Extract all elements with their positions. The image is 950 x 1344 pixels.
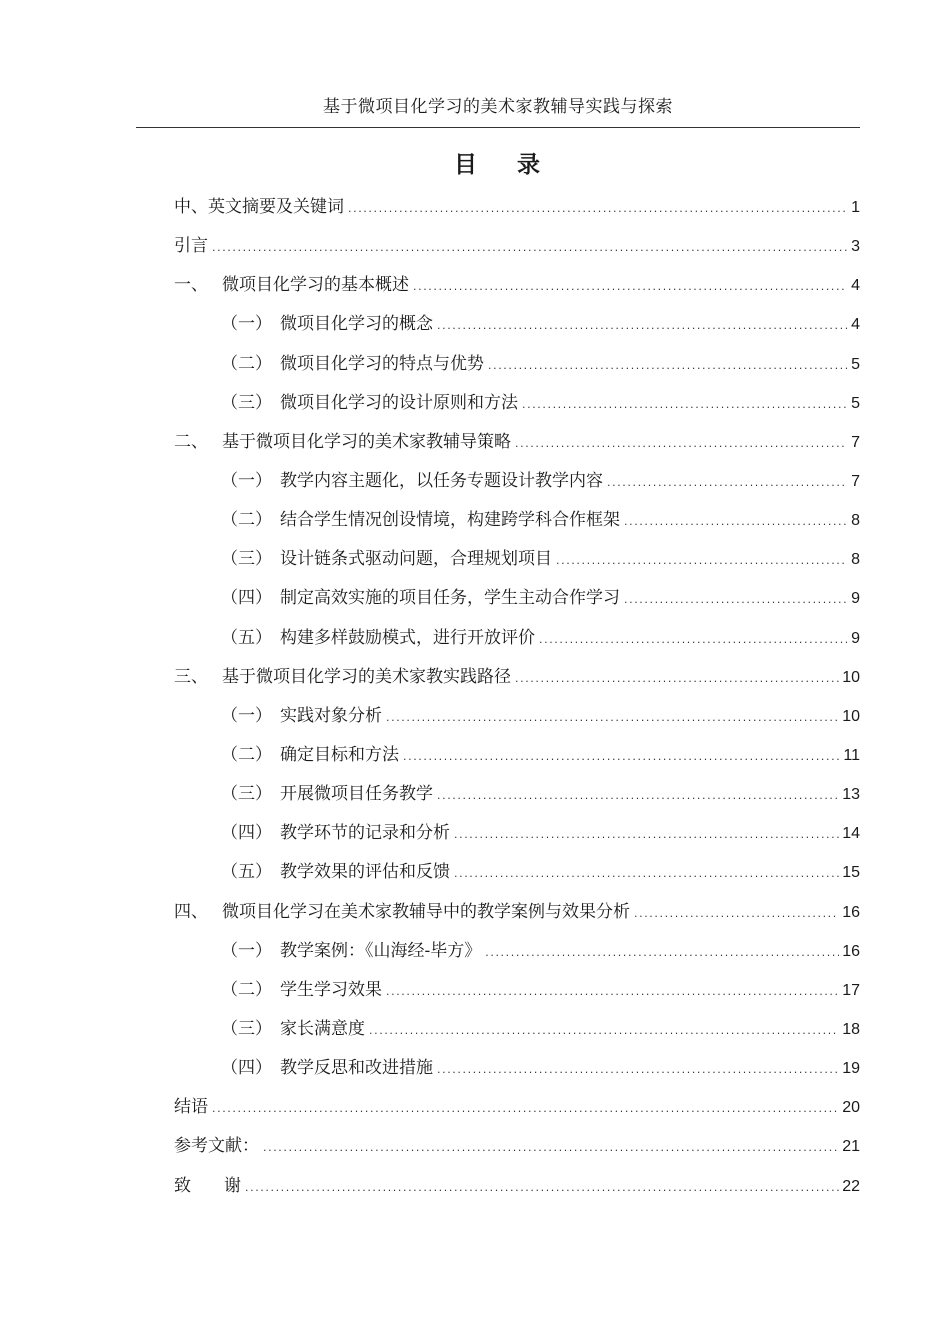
toc-page-number: 11 <box>843 746 860 764</box>
toc-page-number: 17 <box>842 981 860 999</box>
toc-page-number: 3 <box>851 238 860 256</box>
toc-entry-text-part-1: 致 <box>174 1175 191 1196</box>
dot-leader <box>624 515 847 528</box>
dot-leader <box>515 437 847 450</box>
toc-entry-text: 实践对象分析 <box>280 705 382 726</box>
toc-entry-1-2[interactable] <box>174 349 860 388</box>
toc-entry-number: （三） <box>221 1018 272 1039</box>
toc-entry-text: 微项目化学习的基本概述 <box>222 275 409 296</box>
toc-page-number: 19 <box>842 1060 860 1078</box>
toc-entry-text: 教学反思和改进措施 <box>280 1058 433 1079</box>
toc-page-number: 9 <box>851 629 860 647</box>
toc-entry-number: （一） <box>221 940 272 961</box>
toc-entry-number: （二） <box>221 353 272 374</box>
dot-leader <box>522 398 847 411</box>
dot-leader <box>437 789 839 802</box>
toc-entry-text: 参考文献： <box>174 1136 259 1157</box>
toc-title-char-1: 目 <box>454 151 479 178</box>
toc-page-number: 15 <box>842 864 860 882</box>
toc-entry-2-3[interactable] <box>174 544 860 583</box>
toc-title-char-2: 录 <box>517 151 542 178</box>
toc-entry-text: 确定目标和方法 <box>280 744 399 765</box>
dot-leader <box>369 1024 839 1037</box>
toc-entry-number: （二） <box>221 979 272 1000</box>
toc-entry-chapter-1[interactable] <box>174 270 860 309</box>
toc-entry-3-2[interactable] <box>174 740 860 779</box>
toc-entry-3-3[interactable] <box>174 779 860 818</box>
dot-leader <box>263 1141 839 1154</box>
toc-page-number: 4 <box>851 277 860 295</box>
dot-leader <box>515 672 839 685</box>
toc-entry-4-2[interactable] <box>174 975 860 1014</box>
dot-leader <box>413 280 847 293</box>
toc-entry-text: 开展微项目任务教学 <box>280 784 433 805</box>
dot-leader <box>212 241 847 254</box>
toc-entry-number: （一） <box>221 314 272 335</box>
toc-entry-number: （五） <box>221 627 272 648</box>
toc-page-number: 8 <box>851 512 860 530</box>
toc-entry-2-4[interactable] <box>174 583 860 622</box>
toc-page-number: 16 <box>842 942 860 960</box>
toc-entry-number: 一、 <box>174 275 208 296</box>
toc-entry-text: 构建多样鼓励模式，进行开放评价 <box>280 627 535 648</box>
dot-leader <box>624 593 847 606</box>
toc-entry-text: 制定高效实施的项目任务，学生主动合作学习 <box>280 588 620 609</box>
toc-entry-number: （二） <box>221 510 272 531</box>
toc-entry-1-1[interactable] <box>174 309 860 348</box>
toc-page-number: 5 <box>851 394 860 412</box>
toc-entry-3-5[interactable] <box>174 857 860 896</box>
toc-entry-abstract[interactable] <box>174 192 860 231</box>
toc-page-number: 16 <box>842 903 860 921</box>
toc-entry-number: （三） <box>221 392 272 413</box>
toc-entry-text: 学生学习效果 <box>280 979 382 1000</box>
dot-leader <box>245 1181 839 1194</box>
dot-leader <box>437 319 847 332</box>
dot-leader <box>634 907 839 920</box>
dot-leader <box>454 828 839 841</box>
toc-entry-chapter-4[interactable] <box>174 897 860 936</box>
toc-entry-text: 教学案例：《山海经-毕方》 <box>280 940 482 961</box>
toc-page-number: 22 <box>842 1177 860 1195</box>
dot-leader <box>386 711 839 724</box>
toc-page-number: 14 <box>842 825 860 843</box>
toc-entry-text: 引言 <box>174 236 208 257</box>
toc-entry-text: 设计链条式驱动问题，合理规划项目 <box>280 549 552 570</box>
toc-entry-text: 中、英文摘要及关键词 <box>174 197 344 217</box>
toc-page-number: 5 <box>851 355 860 373</box>
toc-entry-text: 微项目化学习的设计原则和方法 <box>280 392 518 413</box>
toc-entry-text: 家长满意度 <box>280 1018 365 1039</box>
toc-entry-text: 教学效果的评估和反馈 <box>280 862 450 883</box>
toc-entry-3-1[interactable] <box>174 701 860 740</box>
toc-page-number: 7 <box>851 472 860 490</box>
toc-entry-2-2[interactable] <box>174 505 860 544</box>
toc-page-number: 20 <box>842 1099 860 1117</box>
toc-page-number: 13 <box>842 786 860 804</box>
toc-entry-number: （五） <box>221 862 272 883</box>
toc-entry-number: 四、 <box>174 901 208 922</box>
toc-entry-chapter-3[interactable] <box>174 662 860 701</box>
dot-leader <box>607 476 847 489</box>
toc-entry-1-3[interactable] <box>174 388 860 427</box>
toc-entry-introduction[interactable] <box>174 231 860 270</box>
dot-leader <box>348 202 847 215</box>
toc-entry-text: 微项目化学习的概念 <box>280 314 433 335</box>
toc-entry-2-5[interactable] <box>174 623 860 662</box>
dot-leader <box>437 1063 839 1076</box>
toc-entry-text: 基于微项目化学习的美术家教实践路径 <box>222 666 511 687</box>
toc-entry-2-1[interactable] <box>174 466 860 505</box>
toc-entry-acknowledgements[interactable] <box>174 1171 860 1210</box>
toc-entry-text: 教学内容主题化，以任务专题设计教学内容 <box>280 470 603 491</box>
toc-entry-number: （四） <box>221 1058 272 1079</box>
running-header: 基于微项目化学习的美术家教辅导实践与探索 <box>323 97 673 117</box>
toc-page-number: 7 <box>851 433 860 451</box>
toc-page-number: 21 <box>842 1138 860 1156</box>
dot-leader <box>403 750 840 763</box>
toc-title <box>136 146 860 179</box>
toc-entry-number: （一） <box>221 705 272 726</box>
toc-page-number: 8 <box>851 551 860 569</box>
toc-entry-4-4[interactable] <box>174 1053 860 1092</box>
toc-entry-text: 结语 <box>174 1097 208 1118</box>
toc-page-number: 9 <box>851 590 860 608</box>
dot-leader <box>556 554 847 567</box>
toc-entry-text: 教学环节的记录和分析 <box>280 823 450 844</box>
dot-leader <box>539 633 847 646</box>
toc-page-number: 1 <box>851 199 860 216</box>
toc-entry-4-1[interactable] <box>174 936 860 975</box>
dot-leader <box>488 359 847 372</box>
header-divider <box>136 127 860 128</box>
toc-entry-text: 微项目化学习在美术家教辅导中的教学案例与效果分析 <box>222 901 630 922</box>
toc-entry-number: 三、 <box>174 666 208 687</box>
dot-leader <box>212 1102 839 1115</box>
toc-entry-text: 结合学生情况创设情境，构建跨学科合作框架 <box>280 510 620 531</box>
toc-entry-text-part-2: 谢 <box>224 1175 241 1196</box>
toc-entry-number: （二） <box>221 744 272 765</box>
toc-page-number: 10 <box>842 668 860 686</box>
toc-entry-references[interactable] <box>174 1131 860 1170</box>
toc-entry-number: 二、 <box>174 431 208 452</box>
toc-entry-4-3[interactable] <box>174 1014 860 1053</box>
dot-leader <box>485 946 839 959</box>
toc-entry-number: （三） <box>221 549 272 570</box>
table-of-contents <box>174 192 860 1210</box>
toc-entry-number: （四） <box>221 588 272 609</box>
toc-entry-number: （四） <box>221 823 272 844</box>
toc-entry-conclusion[interactable] <box>174 1092 860 1131</box>
toc-entry-number: （一） <box>221 470 272 491</box>
toc-page-number: 4 <box>851 316 860 334</box>
toc-page-number: 18 <box>842 1020 860 1038</box>
toc-entry-3-4[interactable] <box>174 818 860 857</box>
dot-leader <box>454 867 839 880</box>
toc-page-number: 10 <box>842 707 860 725</box>
toc-entry-text: 基于微项目化学习的美术家教辅导策略 <box>222 431 511 452</box>
dot-leader <box>386 985 839 998</box>
toc-entry-number: （三） <box>221 784 272 805</box>
toc-entry-chapter-2[interactable] <box>174 427 860 466</box>
toc-entry-text: 微项目化学习的特点与优势 <box>280 353 484 374</box>
